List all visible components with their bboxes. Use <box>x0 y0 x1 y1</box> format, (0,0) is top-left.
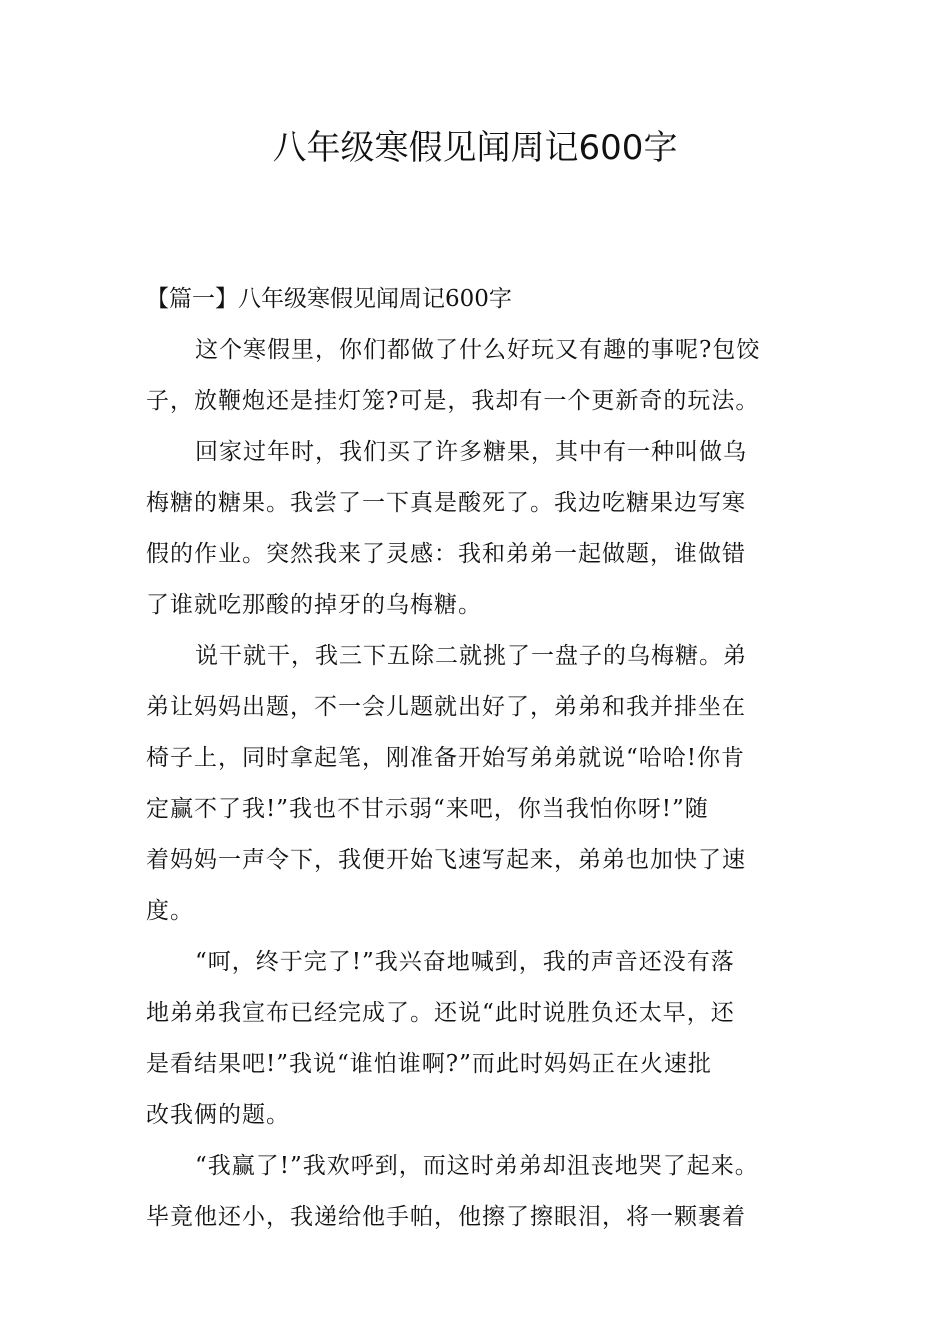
document-title: 八年级寒假见闻周记600字 <box>272 128 678 168</box>
paragraph-line: 假的作业。突然我来了灵感：我和弟弟一起做题，谁做错 <box>146 541 746 567</box>
paragraph-line: 度。 <box>146 898 194 924</box>
paragraph-4 <box>146 931 826 1135</box>
paragraph-1 <box>146 319 826 421</box>
paragraph-line: 了谁就吃那酸的掉牙的乌梅糖。 <box>146 592 482 618</box>
paragraph-line: 弟让妈妈出题，不一会儿题就出好了，弟弟和我并排坐在 <box>146 694 746 720</box>
paragraph-line: 说干就干，我三下五除二就挑了一盘子的乌梅糖。弟 <box>195 643 747 669</box>
paragraph-line: 改我俩的题。 <box>146 1102 290 1128</box>
article-body <box>146 280 826 1237</box>
paragraph-line: 定赢不了我!”我也不甘示弱“来吧，你当我怕你呀!”随 <box>146 796 709 822</box>
paragraph-line: “呵，终于完了!”我兴奋地喊到，我的声音还没有落 <box>195 949 735 975</box>
paragraph-line: 地弟弟我宣布已经完成了。还说“此时说胜负还太早，还 <box>146 1000 735 1026</box>
paragraph-3 <box>146 625 826 931</box>
paragraph-line: 回家过年时，我们买了许多糖果，其中有一种叫做乌 <box>195 439 747 465</box>
paragraph-line: 是看结果吧!”我说“谁怕谁啊?”而此时妈妈正在火速批 <box>146 1051 712 1077</box>
paragraph-line: 着妈妈一声令下，我便开始飞速写起来，弟弟也加快了速 <box>146 847 746 873</box>
paragraph-line: 子，放鞭炮还是挂灯笼?可是，我却有一个更新奇的玩法。 <box>146 388 760 414</box>
paragraph-line: “我赢了!”我欢呼到，而这时弟弟却沮丧地哭了起来。 <box>195 1153 759 1179</box>
paragraph-line: 这个寒假里，你们都做了什么好玩又有趣的事呢?包饺 <box>195 337 761 363</box>
paragraph-line: 椅子上，同时拿起笔，刚准备开始写弟弟就说“哈哈!你肯 <box>146 745 746 771</box>
paragraph-2 <box>146 421 826 625</box>
paragraph-line: 毕竟他还小，我递给他手帕，他擦了擦眼泪，将一颗裹着 <box>146 1204 746 1230</box>
section-heading: 【篇一】八年级寒假见闻周记600字 <box>146 286 512 312</box>
paragraph-line: 梅糖的糖果。我尝了一下真是酸死了。我边吃糖果边写寒 <box>146 490 746 516</box>
paragraph-5 <box>146 1135 826 1237</box>
